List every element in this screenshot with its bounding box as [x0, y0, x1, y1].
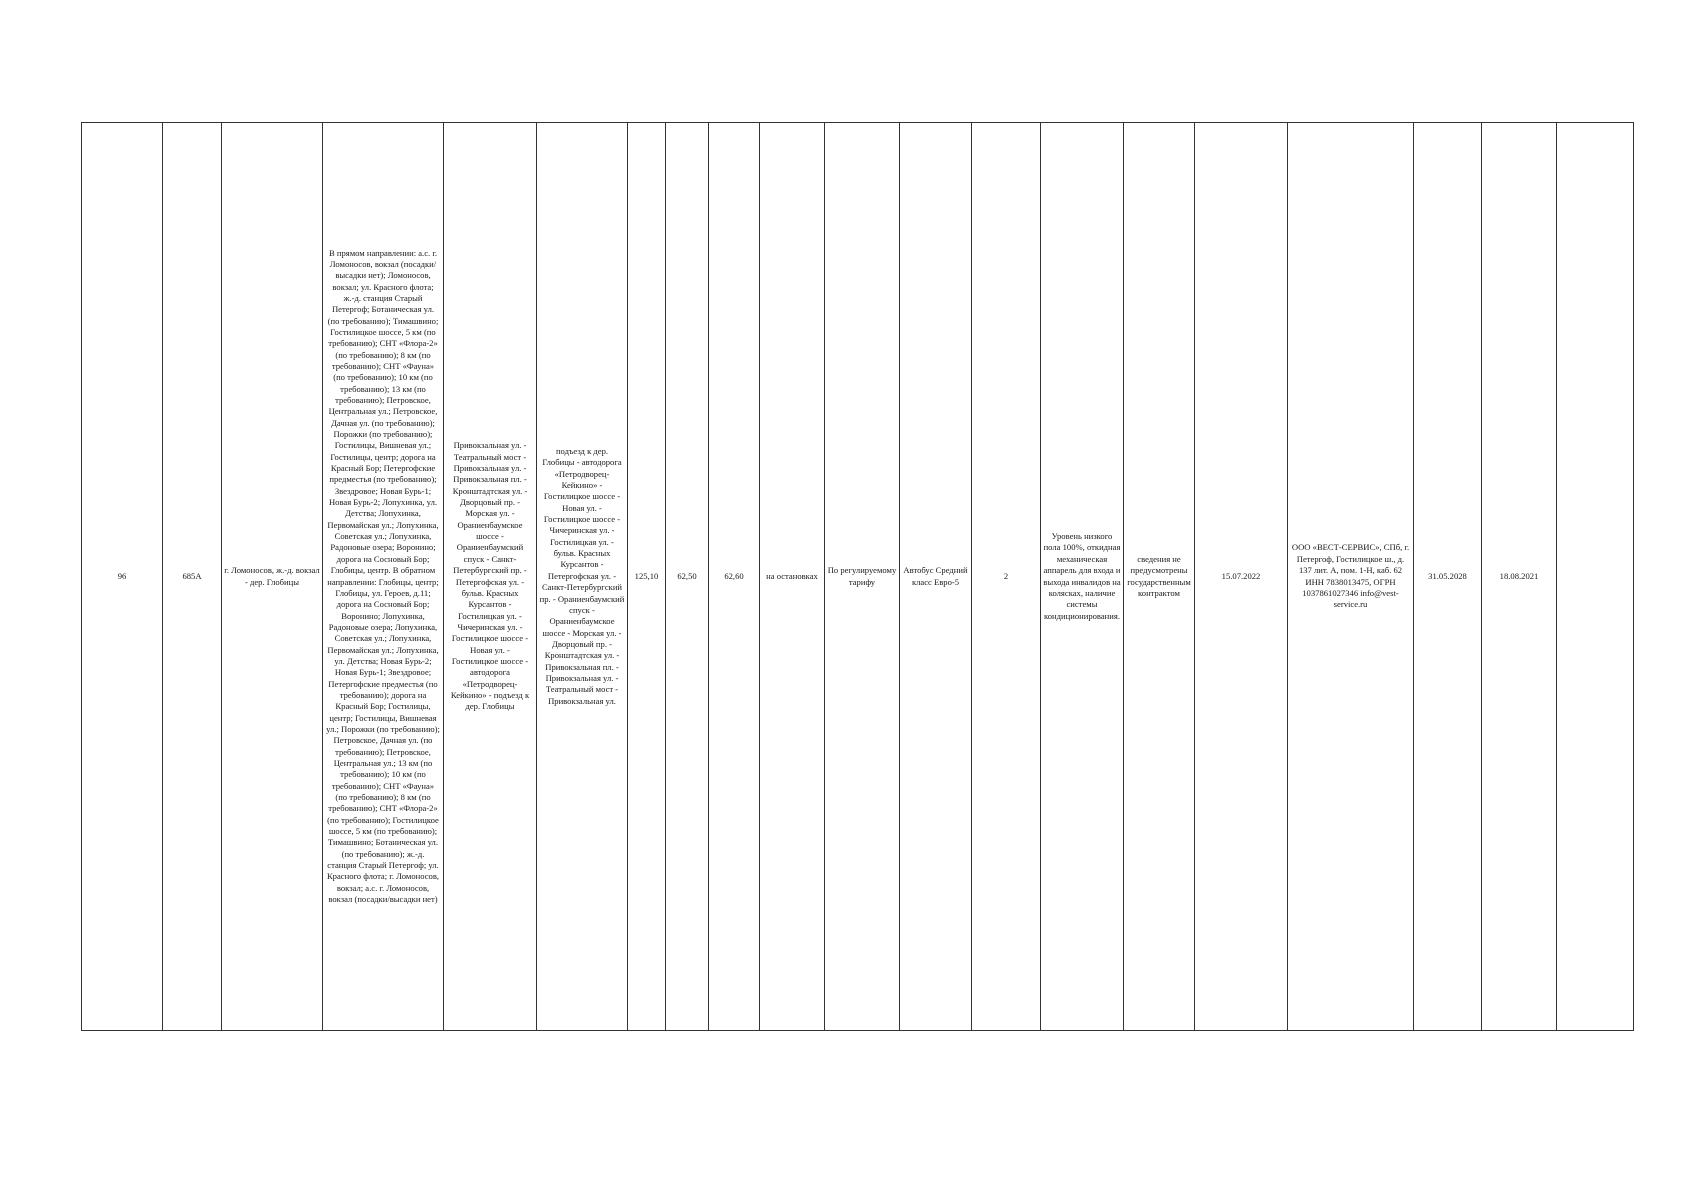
- route-number: 685А: [182, 570, 202, 581]
- vehicle-cell: [900, 123, 972, 1031]
- vehicle-type: Автобус Средний класс Евро-5: [903, 565, 968, 587]
- registration-number-cell: [82, 123, 163, 1031]
- streets-forward: Привокзальная ул. - Театральный мост - Привокзальная ул. - Привокзальная пл. - Кронштадтская ул. - Дворцовый пр. - Морская ул. - Ораниенбаумское шоссе - Ораниенбаумский спуск - Санкт-Петербургский пр. - Петергофская ул. - бульв. Красных Курсантов - Гостилицкая ул. - Чичеринская ул. - Гостилицкое шоссе - Новая ул. - Гостилицкое шоссе - автодорога «Петродворец-Кейкино» - подъезд к дер. Глобицы: [450, 440, 530, 712]
- length-reverse-cell: [709, 123, 760, 1031]
- route-name-cell: [222, 123, 323, 1031]
- length-forward: 62,50: [677, 570, 697, 581]
- stops-list: В прямом направлении: а.с. г. Ломоносов, вокзал (посадки/высадки нет); Ломоносов, вокзал; ул. Красного флота; ж.-д. станция Старый Петергоф; Ботаническая ул. (по требованию); Тимашвино; Гостилицкое шоссе, 5 км (по требованию); СНТ «Флора-2» (по требованию); 8 км (по требованию); СНТ «Фауна» (по требованию); 10 км (по требованию); 13 км (по требованию); Петровское, Центральная ул.; Петровское, Дачная ул. (по требованию); Порожки (по требованию); Гостилицы, Вишневая ул.; Гостилицы, центр; дорога на Красный Бор; Петергофские предместья (по требованию); Звездровое; Новая Бурь-1; Новая Бурь-2; Лопухинка, ул. Детства; Лопухинка, Первомайская ул.; Лопухинка, Советская ул.; Лопухинка, Радоновые озера; Воронино; дорога на Сосновый Бор; Глобицы, центр. В обратном направлении: Глобицы, центр; Глобицы, ул. Героев, д.11; дорога на Сосновый Бор; Воронино; Лопухинка, Радоновые озера; Лопухинка, Советская ул.; Лопухинка, Первомайская ул.; Лопухинка, ул. Детства; Новая Бурь-2; Новая Бурь-1; Звездровое; Петергофские предместья (по требованию); дорога на Красный Бор; Гостилицы, центр; Гостилицы, Вишневая ул.; Порожки (по требованию); Петровское, Дачная ул. (по требованию); Петровское, Центральная ул.; 13 км (по требованию); 10 км (по требованию); СНТ «Фауна» (по требованию); 8 км (по требованию); СНТ «Флора-2» (по требованию); Гостилицкое шоссе, 5 км (по требованию); Тимашвино; Ботаническая ул. (по требованию); ж.-д. станция Старый Петергоф; ул. Красного флота; г. Ломоносов, вокзал; а.с. г. Ломоносов, вокзал (посадки/высадки нет): [326, 247, 440, 905]
- route-number-cell: [163, 123, 222, 1031]
- characteristics-cell: [1041, 123, 1124, 1031]
- length-total: 125,10: [634, 570, 659, 581]
- streets-reverse-cell: [537, 123, 628, 1031]
- end-date-cell: [1414, 123, 1482, 1031]
- start-date: 15.07.2022: [1221, 570, 1261, 581]
- end-date: 31.05.2028: [1428, 570, 1467, 581]
- table-row: [82, 123, 1634, 1031]
- stop-order-cell: [760, 123, 825, 1031]
- route-name: г. Ломоносов, ж.-д. вокзал - дер. Глобицы: [224, 565, 320, 587]
- registration-number: 96: [117, 570, 127, 581]
- streets-reverse: подъезд к дер. Глобицы - автодорога «Петродворец-Кейкино» - Гостилицкое шоссе - Новая ул. - Гостилицкое шоссе - Чичеринская ул. - Гостилицкая ул. - бульв. Красных Курсантов - Петергофская ул. - Санкт-Петербургский пр. - Ораниенбаумский спуск - Ораниенбаумское шоссе - Морская ул. - Дворцовый пр. - Кронштадтская ул. - Привокзальная пл. - Привокзальная ул. - Театральный мост - Привокзальная ул.: [539, 446, 625, 706]
- tariff-type-cell: [825, 123, 900, 1031]
- vehicle-count-cell: [972, 123, 1041, 1031]
- streets-forward-cell: [444, 123, 537, 1031]
- length-total-cell: [628, 123, 666, 1031]
- decision-date: 18.08.2021: [1499, 570, 1539, 581]
- contract-info-cell: [1124, 123, 1195, 1031]
- stop-order: на остановках: [766, 570, 818, 581]
- contract-info: сведения не предусмотрены государственным контрактом: [1127, 553, 1191, 598]
- length-forward-cell: [666, 123, 709, 1031]
- vehicle-count: 2: [1003, 570, 1009, 581]
- vehicle-characteristics: Уровень низкого пола 100%, откидная механическая аппарель для входа и выхода инвалидов на колясках, наличие системы кондиционирования.: [1043, 531, 1121, 621]
- carrier-cell: [1288, 123, 1414, 1031]
- carrier-info: ООО «ВЕСТ-СЕРВИС», СПб, г. Петергоф, Гостилицкое ш., д. 137 лит. А, пом. 1-Н, каб. 62 ИНН 7838013475, ОГРН 1037861027346 info@vest-service.ru: [1291, 542, 1410, 610]
- tariff-type: По регулируемому тарифу: [827, 565, 897, 587]
- start-date-cell: [1195, 123, 1288, 1031]
- stops-cell: [323, 123, 444, 1031]
- notes-cell: [1557, 123, 1634, 1031]
- route-registry-table: [81, 122, 1634, 1031]
- decision-date-cell: [1482, 123, 1557, 1031]
- length-reverse: 62,60: [724, 570, 744, 581]
